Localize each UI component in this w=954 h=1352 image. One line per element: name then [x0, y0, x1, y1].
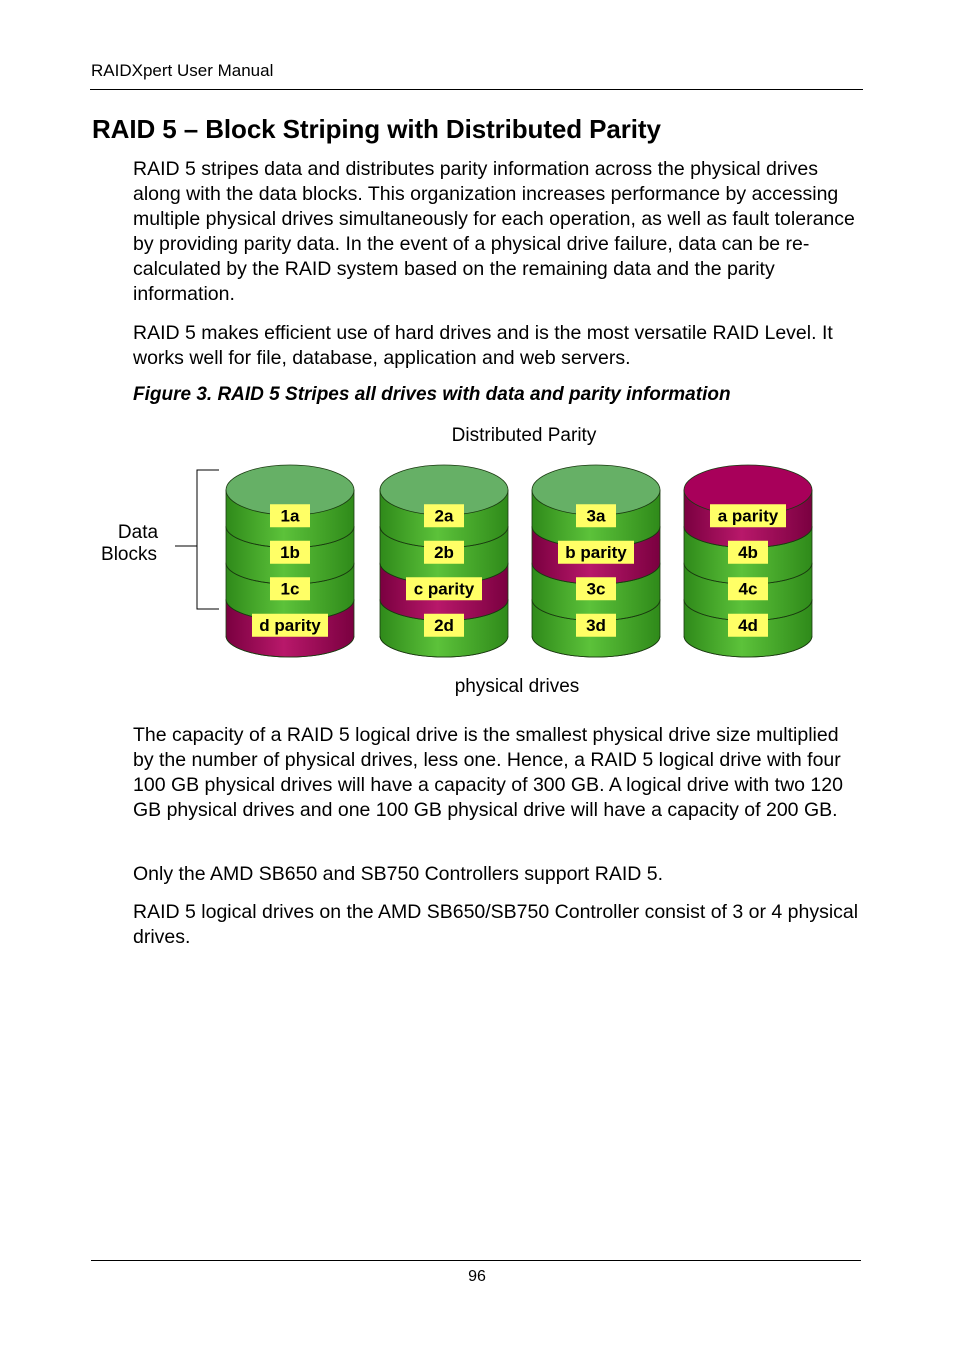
label-data-line1: Data: [117, 522, 159, 543]
paragraph-drive-count: RAID 5 logical drives on the AMD SB650/SB750 Controller consist of 3 or 4 physical drives.: [133, 901, 859, 948]
drive-2-block-label-2: 2b: [434, 542, 454, 562]
paragraph-controllers: Only the AMD SB650 and SB750 Controllers support RAID 5.: [133, 863, 664, 885]
drive-3-block-label-4: 3d: [586, 615, 606, 635]
drive-3-block-label-1: 3a: [586, 506, 606, 526]
drive-1-block-label-1: 1a: [280, 506, 300, 526]
physical-drive-1: [226, 465, 354, 657]
footer-rule: [91, 1260, 861, 1261]
drive-4-block-label-2: 4b: [738, 542, 758, 562]
raid5-diagram: [90, 420, 830, 705]
drive-1-block-label-3: 1c: [280, 579, 300, 599]
drive-2-block-label-1: 2a: [434, 506, 454, 526]
physical-drive-2: [380, 465, 508, 657]
paragraph-capacity: The capacity of a RAID 5 logical drive is the smallest physical drive size multiplied by the number of physical drives, less one. Hence, a RAID 5 logical drive with four 100 GB physical drives will have a capacity of 300 GB. A logical drive with two 120 GB physical drives and one 100 GB physical drive will have a capacity of 200 GB.: [133, 724, 843, 821]
physical-drive-4: [684, 465, 812, 657]
drive-1-block-label-4: d parity: [259, 615, 321, 635]
drives-group: [226, 465, 812, 657]
paragraph-usage: RAID 5 makes efficient use of hard drives and is the most versatile RAID Level. It works well for file, database, application and web servers.: [133, 322, 833, 369]
figure-caption: Figure 3. RAID 5 Stripes all drives with data and parity information: [133, 384, 731, 405]
page-number: 96: [468, 1268, 486, 1285]
drive-1-block-label-2: 1b: [280, 542, 300, 562]
label-physical-drives: physical drives: [454, 676, 580, 697]
drive-3-block-label-2: b parity: [565, 542, 627, 562]
data-blocks-bracket: [175, 470, 219, 609]
label-data-line2: Blocks: [101, 544, 157, 565]
drive-4-block-label-3: 4c: [738, 579, 758, 599]
header-rule: [90, 89, 863, 90]
running-header: RAIDXpert User Manual: [91, 61, 274, 80]
section-title: RAID 5 – Block Striping with Distributed Parity: [92, 114, 661, 144]
physical-drive-3: [532, 465, 660, 657]
drive-2-block-label-3: c parity: [413, 579, 475, 599]
drive-3-block-label-3: 3c: [586, 579, 606, 599]
label-distributed-parity: Distributed Parity: [451, 425, 597, 446]
drive-4-block-label-4: 4d: [738, 615, 758, 635]
drive-4-block-label-1: a parity: [717, 506, 779, 526]
drive-2-block-label-4: 2d: [434, 615, 454, 635]
paragraph-intro: RAID 5 stripes data and distributes parity information across the physical drives along with the data blocks. This organization increases performance by accessing multiple physical drives simultaneously for each operation, as well as fault tolerance by providing parity data. In the event of a physical drive failure, data can be re-calculated by the RAID system based on the remaining data and the parity information.: [133, 158, 855, 305]
